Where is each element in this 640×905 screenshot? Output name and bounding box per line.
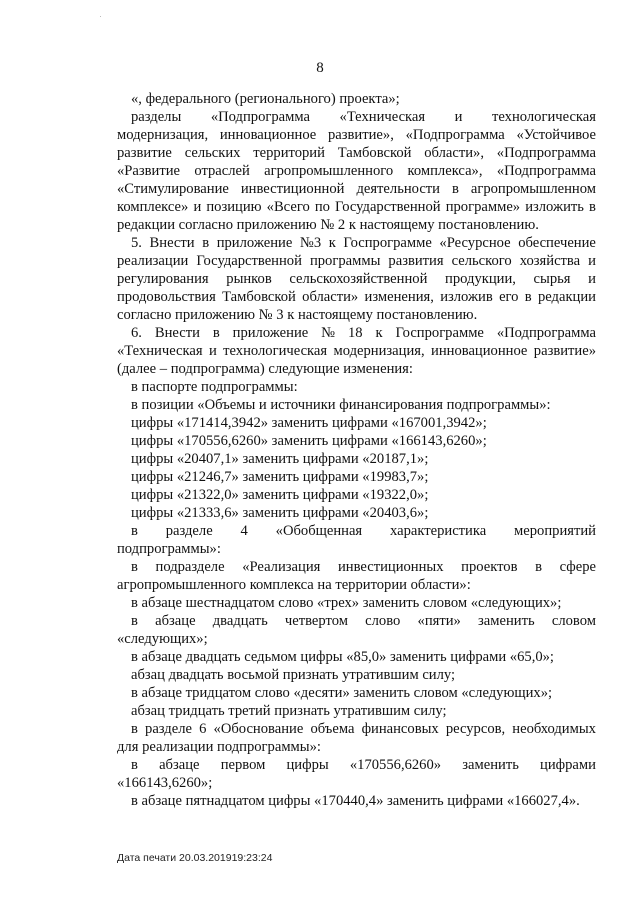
word: №3	[299, 235, 322, 251]
word: разделе	[165, 523, 213, 539]
text-line	[117, 270, 596, 288]
word: Внести	[154, 325, 200, 341]
text-line: согласно приложению № 3 к настоящему постановлению.	[117, 307, 478, 323]
word: редакции	[537, 289, 596, 305]
word: агропромышленного	[264, 163, 394, 179]
text-line: цифры «170556,6260» заменить цифрами «166143,6260»;	[131, 433, 487, 449]
word: к	[375, 325, 383, 341]
word: развития	[388, 253, 444, 269]
word: в	[451, 181, 459, 197]
word: 6	[199, 721, 207, 737]
word: модернизация,	[333, 343, 425, 359]
word: области»	[302, 289, 359, 305]
page-number: 8	[316, 60, 324, 76]
text-line: агропромышленного комплекса на территории области»:	[117, 577, 471, 593]
text-line	[117, 144, 596, 162]
word: к	[328, 235, 336, 251]
word: в	[131, 613, 138, 629]
word: в	[131, 559, 138, 575]
word: «Подпрограмма	[496, 163, 596, 179]
word: комплекса»,	[407, 163, 483, 179]
text-line	[117, 180, 596, 198]
word: 18	[348, 325, 363, 341]
word: позицию	[206, 199, 262, 215]
text-line	[131, 108, 596, 126]
text-line	[131, 558, 596, 576]
text-line: в паспорте подпрограммы:	[131, 379, 298, 395]
word: области»,	[424, 145, 484, 161]
text-line	[131, 234, 596, 252]
word: «Подпрограмма	[496, 325, 596, 341]
word: объема	[310, 721, 355, 737]
word: заменить	[478, 613, 535, 629]
word: в	[131, 757, 138, 773]
word: характеристика	[389, 523, 487, 539]
word: сельских	[184, 145, 241, 161]
word: «Реализация	[242, 559, 321, 575]
scan-speck	[100, 16, 101, 17]
text-line	[131, 324, 596, 342]
word: «Ресурсное	[439, 235, 511, 251]
print-date-footer: Дата печати 20.03.201919:23:24	[117, 852, 273, 864]
text-line: абзац тридцать третий признать утратившим силу;	[131, 703, 447, 719]
word: инвестиционных	[337, 559, 444, 575]
word: сельского	[451, 253, 512, 269]
word: ресурсов,	[445, 721, 506, 737]
word: цифры	[286, 757, 329, 773]
word: и	[454, 109, 463, 125]
word: слово	[365, 613, 401, 629]
word: реализации	[117, 253, 189, 269]
word: разделе	[145, 721, 192, 737]
word: заменить	[462, 757, 519, 773]
word: мероприятий	[514, 523, 596, 539]
word: модернизация,	[117, 127, 209, 143]
text-line: цифры «20407,1» заменить цифрами «20187,1»;	[131, 451, 429, 467]
word: и	[208, 343, 217, 359]
word: и	[588, 271, 596, 287]
word: территорий	[253, 145, 325, 161]
text-line: редакции согласно приложению № 2 к настоящему постановлению.	[117, 217, 539, 233]
word: сельскохозяйственной	[289, 271, 428, 287]
word: Внести	[149, 235, 195, 251]
word: изложить	[525, 199, 584, 215]
text-line	[131, 612, 596, 630]
word: Государственной	[335, 199, 441, 215]
word: изложив	[440, 289, 493, 305]
word: и	[588, 253, 596, 269]
text-line: в позиции «Объемы и источники финансирования подпрограммы»:	[131, 397, 551, 413]
word: развитие	[117, 145, 172, 161]
word: четвертом	[284, 613, 348, 629]
word: в	[589, 199, 596, 215]
word: 5.	[131, 235, 142, 251]
word: проектов	[461, 559, 518, 575]
word: «Устойчивое	[516, 127, 596, 143]
word: технологическая	[223, 343, 328, 359]
word: сырья	[533, 271, 571, 287]
word: в	[535, 559, 542, 575]
word: финансовых	[361, 721, 439, 737]
word: «Техническая	[117, 343, 203, 359]
word: приложение	[216, 235, 293, 251]
text-line: цифры «21246,7» заменить цифрами «19983,7»;	[131, 469, 429, 485]
word: по	[314, 199, 330, 215]
word: продукции,	[445, 271, 516, 287]
word: в	[524, 289, 532, 305]
word: «Обоснование	[213, 721, 304, 737]
text-line: «166143,6260»;	[117, 775, 213, 791]
word: регулирования	[117, 271, 209, 287]
text-line	[131, 522, 596, 540]
word: приложение	[232, 325, 309, 341]
word: изменения,	[364, 289, 434, 305]
text-line: для реализации подпрограммы»:	[117, 739, 321, 755]
word: «Подпрограмма	[210, 109, 310, 125]
text-line: в абзаце пятнадцатом цифры «170440,4» заменить цифрами «166027,4».	[131, 793, 580, 809]
word: разделы	[131, 109, 182, 125]
word: инновационное	[219, 127, 317, 143]
word: необходимых	[512, 721, 596, 737]
text-line: цифры «171414,3942» заменить цифрами «167001,3942»;	[131, 415, 487, 431]
text-line	[117, 198, 596, 216]
word: «Подпрограмма	[405, 127, 505, 143]
word: цифрами	[540, 757, 596, 773]
text-line	[117, 288, 596, 306]
text-line: в абзаце шестнадцатом слово «трех» заменить словом «следующих»;	[131, 595, 562, 611]
word: продовольствия	[117, 289, 216, 305]
word: рынков	[226, 271, 272, 287]
text-line	[117, 126, 596, 144]
word: Тамбовской	[337, 145, 412, 161]
word: двадцать	[212, 613, 268, 629]
word: «170556,6260»	[349, 757, 442, 773]
text-line: в абзаце тридцатом слово «десяти» заменить словом «следующих»;	[131, 685, 553, 701]
word: «Техническая	[339, 109, 426, 125]
word: хозяйства	[519, 253, 581, 269]
word: его	[499, 289, 519, 305]
word: программе»	[445, 199, 521, 215]
word: первом	[220, 757, 266, 773]
text-line: (далее – подпрограмма) следующие изменения:	[117, 361, 413, 377]
word: технологическая	[492, 109, 596, 125]
word: обеспечение	[518, 235, 596, 251]
word: и	[193, 199, 202, 215]
word: «Развитие	[117, 163, 181, 179]
word: «Обобщенная	[275, 523, 363, 539]
word: «Подпрограмма	[496, 145, 596, 161]
word: программы	[309, 253, 381, 269]
word: абзаце	[155, 613, 196, 629]
text-line: цифры «21333,6» заменить цифрами «20403,6»;	[131, 505, 429, 521]
word: инновационное	[431, 343, 528, 359]
word: развитие»,	[328, 127, 394, 143]
text-line: подпрограммы»:	[117, 541, 221, 557]
text-line	[131, 720, 596, 738]
text-line: абзац двадцать восьмой признать утратившим силу;	[131, 667, 456, 683]
text-line	[131, 756, 596, 774]
word: Государственной	[196, 253, 302, 269]
word: отраслей	[194, 163, 250, 179]
word: сфере	[559, 559, 596, 575]
word: Госпрограмме	[343, 235, 432, 251]
word: 6.	[131, 325, 142, 341]
word: агропромышленном	[470, 181, 596, 197]
text-line: «следующих»;	[117, 631, 208, 647]
word: абзаце	[159, 757, 200, 773]
text-line: в абзаце двадцать седьмом цифры «85,0» заменить цифрами «65,0»;	[131, 649, 554, 665]
text-line	[117, 252, 596, 270]
word: комплексе»	[117, 199, 189, 215]
text-line: цифры «21322,0» заменить цифрами «19322,0»;	[131, 487, 429, 503]
word: развитие»	[533, 343, 596, 359]
word: Госпрограмме	[395, 325, 484, 341]
word: «Стимулирование	[117, 181, 229, 197]
text-line	[117, 342, 596, 360]
word: в	[131, 523, 138, 539]
word: 4	[240, 523, 248, 539]
word: Тамбовской	[222, 289, 296, 305]
word: словом	[551, 613, 596, 629]
word: «пяти»	[417, 613, 461, 629]
word: «Всего	[266, 199, 310, 215]
text-line	[117, 162, 596, 180]
word: в	[131, 721, 138, 737]
word: в	[212, 325, 220, 341]
word: деятельности	[356, 181, 440, 197]
word: №	[321, 325, 336, 341]
word: инвестиционной	[240, 181, 345, 197]
word: подразделе	[155, 559, 225, 575]
text-line: «, федерального (регионального) проекта»;	[131, 91, 400, 107]
word: в	[202, 235, 210, 251]
